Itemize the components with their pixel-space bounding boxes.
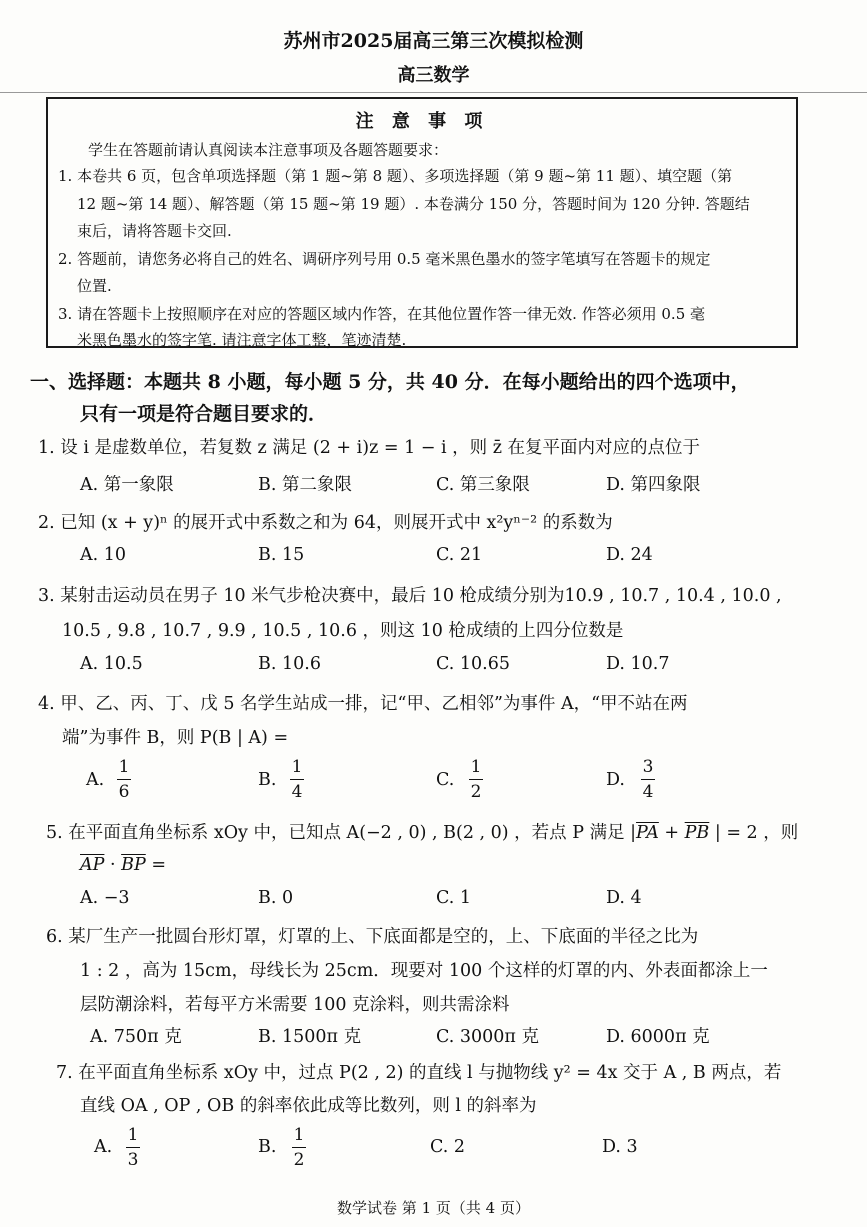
q7-option-a: A. [94,1137,113,1157]
q3-option-a: A. 10.5 [80,654,143,674]
question-6-stem: 6. 某厂生产一批圆台形灯罩，灯罩的上、下底面都是空的，上、下底面的半径之比为 [46,927,699,947]
q5-option-a: A. −3 [80,888,130,908]
question-1-stem: 1. 设 i 是虚数单位，若复数 z 满足 (2 + i)z = 1 − i ，则 z̄ 在复平面内对应的点位于 [38,438,700,458]
question-7-stem: 7. 在平面直角坐标系 xOy 中，过点 P(2 , 2) 的直线 l 与抛物线 y² = 4x 交于 A , B 两点，若 [56,1063,782,1083]
q1-option-b: B. 第二象限 [258,475,352,495]
q7-option-a-fraction: 1 3 [127,1125,139,1170]
section-heading-cont: 只有一项是符合题目要求的． [80,403,328,425]
question-7-stem-cont: 直线 OA , OP , OB 的斜率依此成等比数列，则 l 的斜率为 [80,1096,537,1116]
q4-option-a: A. [86,770,105,790]
notice-line: 米黑色墨水的签字笔. 请注意字体工整，笔迹清楚. [77,331,407,349]
q5-option-c: C. 1 [436,888,472,908]
notice-line: 2. 答题前，请您务必将自己的姓名、调研序列号用 0.5 毫米黑色墨水的签字笔填写在答题卡的规定 [58,250,711,268]
vector-bp: $\overline{BP}$ [121,855,146,875]
question-5-stem-cont: $\overline{AP} \cdot \overline{BP}$ = [80,855,166,875]
q4-option-b: B. [258,770,277,790]
q3-option-c: C. 10.65 [436,654,510,674]
exam-subject: 高三数学 [397,65,470,86]
question-3-stem: 3. 某射击运动员在男子 10 米气步枪决赛中，最后 10 枪成绩分别为10.9 , 10.7 , 10.4 , 10.0 , [38,586,782,606]
notice-line: 12 题~第 14 题）、解答题（第 15 题~第 19 题）. 本卷满分 150 分，答题时间为 120 分钟. 答题结 [77,195,750,213]
header-divider [0,92,867,93]
q4-option-c: C. [436,770,455,790]
q6-option-c: C. 3000π 克 [436,1027,539,1047]
q1-option-c: C. 第三象限 [436,475,530,495]
notice-box [46,97,798,348]
notice-line: 3. 请在答题卡上按照顺序在对应的答题区域内作答，在其他位置作答一律无效. 作答必须用 0.5 毫 [58,305,706,323]
section-heading: 一、选择题：本题共 8 小题，每小题 5 分，共 40 分．在每小题给出的四个选项中， [30,371,750,393]
question-5-stem: 5. 在平面直角坐标系 xOy 中，已知点 A(−2 , 0) , B(2 , 0) ，若点 P 满足 $|\overline{PA} + \overline{PB}$ | = 2 ，则 [46,823,799,843]
q4-option-d-fraction: 3 4 [642,757,654,802]
q2-option-d: D. 24 [606,545,653,565]
question-6-stem-cont: 1 : 2 ，高为 15cm，母线长为 25cm．现要对 100 个这样的灯罩的内、外表面都涂上一 [80,961,768,981]
q6-option-a: A. 750π 克 [90,1027,182,1047]
q5-option-d: D. 4 [606,888,642,908]
notice-title: 注 意 事 项 [355,111,489,132]
q4-option-b-fraction: 1 4 [291,757,303,802]
q2-option-a: A. 10 [80,545,127,565]
q4-option-c-fraction: 1 2 [470,757,482,802]
q4-option-d: D. [606,770,625,790]
q7-option-b: B. [258,1137,277,1157]
notice-line: 1. 本卷共 6 页，包含单项选择题（第 1 题~第 8 题）、多项选择题（第 9 题~第 11 题）、填空题（第 [58,167,733,185]
q3-option-d: D. 10.7 [606,654,670,674]
q1-option-a: A. 第一象限 [80,475,174,495]
vector-pa: $\overline{PA}$ [636,823,659,843]
q7-option-c: C. 2 [430,1137,466,1157]
q1-option-d: D. 第四象限 [606,475,701,495]
question-4-stem-cont: 端”为事件 B，则 P(B | A) = [62,728,289,748]
q2-option-c: C. 21 [436,545,483,565]
q4-option-a-fraction: 1 6 [118,757,130,802]
exam-title: 苏州市2025届高三第三次模拟检测 [283,30,584,52]
q3-option-b: B. 10.6 [258,654,321,674]
q6-option-b: B. 1500π 克 [258,1027,362,1047]
q2-option-b: B. 15 [258,545,305,565]
notice-intro: 学生在答题前请认真阅读本注意事项及各题答题要求： [88,141,449,159]
q5-option-b: B. 0 [258,888,294,908]
page-footer: 数学试卷 第 1 页（共 4 页） [337,1199,530,1217]
notice-line: 位置. [77,277,112,295]
q6-option-d: D. 6000π 克 [606,1027,710,1047]
vector-ap: $\overline{AP}$ [80,855,105,875]
question-6-stem-cont2: 层防潮涂料，若每平方米需要 100 克涂料，则共需涂料 [80,995,510,1015]
q7-option-d: D. 3 [602,1137,638,1157]
q7-option-b-fraction: 1 2 [293,1125,305,1170]
question-3-stem-cont: 10.5 , 9.8 , 10.7 , 9.9 , 10.5 , 10.6 ，则这 10 枪成绩的上四分位数是 [62,621,624,641]
notice-line: 束后，请将答题卡交回. [77,222,232,240]
question-2-stem: 2. 已知 (x + y)ⁿ 的展开式中系数之和为 64，则展开式中 x²yⁿ⁻² 的系数为 [38,513,613,533]
vector-pb: $\overline{PB}$ [684,823,710,843]
question-4-stem: 4. 甲、乙、丙、丁、戊 5 名学生站成一排，记“甲、乙相邻”为事件 A，“甲不站在两 [38,694,688,714]
